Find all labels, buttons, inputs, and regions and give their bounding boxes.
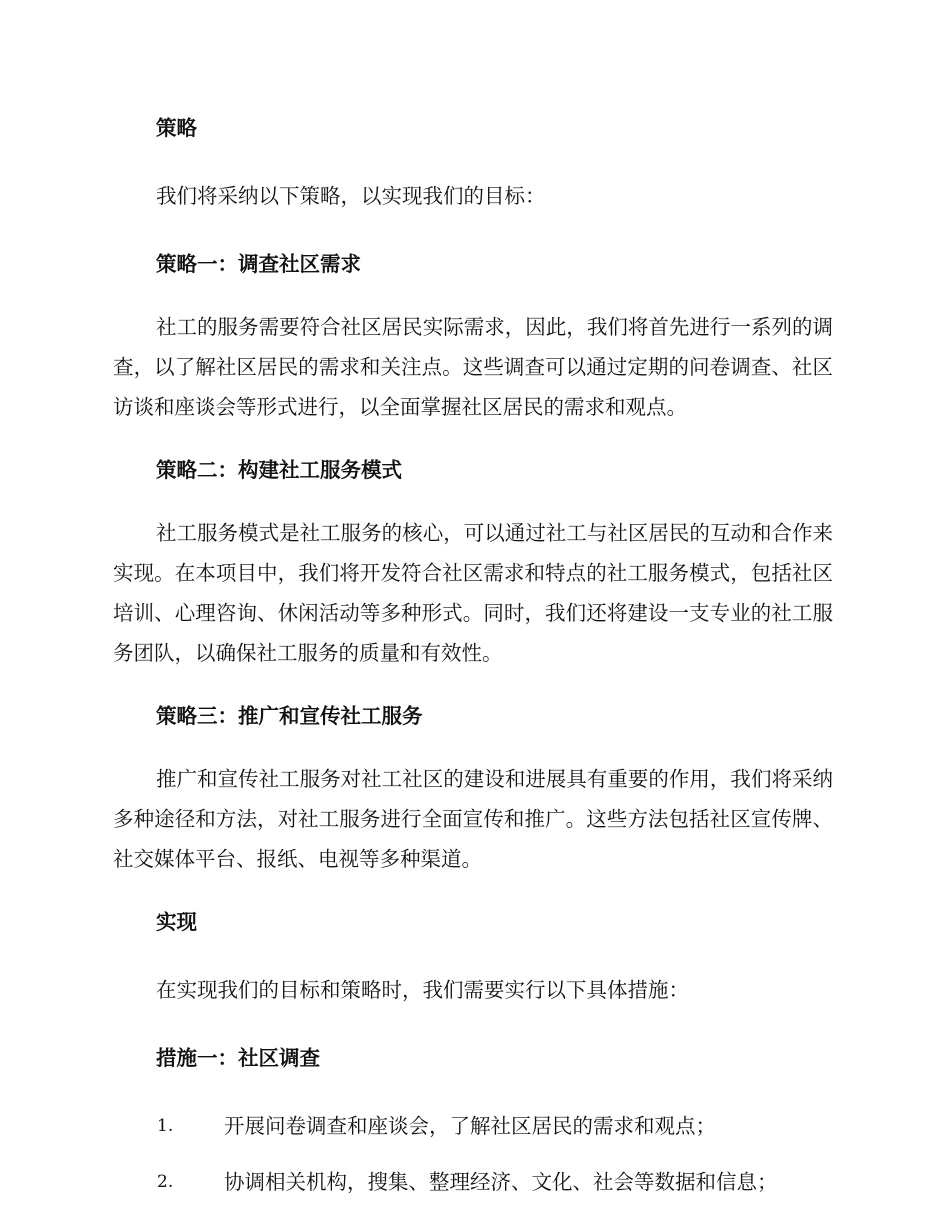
list-item-number: 1. — [157, 1116, 174, 1136]
strategy3-paragraph: 推广和宣传社工服务对社工社区的建设和进展具有重要的作用，我们将采纳多种途径和方法，对社工服务进行全面宣传和推广。这些方法包括社区宣传牌、社交媒体平台、报纸、电视等多种渠道。 — [113, 767, 833, 871]
measure1-heading: 措施一：社区调查 — [156, 1046, 320, 1070]
implementation-intro: 在实现我们的目标和策略时，我们需要实行以下具体措施： — [156, 978, 689, 1002]
list-item — [113, 1101, 833, 1151]
list-item-text: 开展问卷调查和座谈会，了解社区居民的需求和观点； — [224, 1114, 716, 1138]
strategy1-heading: 策略一：调查社区需求 — [156, 252, 361, 276]
list-item-number: 2. — [157, 1172, 174, 1192]
list-item — [113, 1157, 833, 1207]
list-item-text: 协调相关机构，搜集、整理经济、文化、社会等数据和信息； — [224, 1170, 778, 1194]
strategy-intro: 我们将采纳以下策略，以实现我们的目标： — [156, 184, 546, 208]
strategy1-paragraph: 社工的服务需要符合社区居民实际需求，因此，我们将首先进行一系列的调查，以了解社区居民的需求和关注点。这些调查可以通过定期的问卷调查、社区访谈和座谈会等形式进行，以全面掌握社区居民的需求和观点。 — [113, 315, 833, 419]
strategy2-paragraph: 社工服务模式是社工服务的核心，可以通过社工与社区居民的互动和合作来实现。在本项目中，我们将开发符合社区需求和特点的社工服务模式，包括社区培训、心理咨询、休闲活动等多种形式。同时，我们还将建设一支专业的社工服务团队，以确保社工服务的质量和有效性。 — [113, 521, 833, 665]
document-body — [113, 103, 833, 1213]
strategy2-heading: 策略二：构建社工服务模式 — [156, 458, 402, 482]
section-heading-strategy: 策略 — [156, 116, 197, 140]
strategy3-heading: 策略三：推广和宣传社工服务 — [156, 704, 423, 728]
section-heading-implementation: 实现 — [156, 910, 197, 934]
